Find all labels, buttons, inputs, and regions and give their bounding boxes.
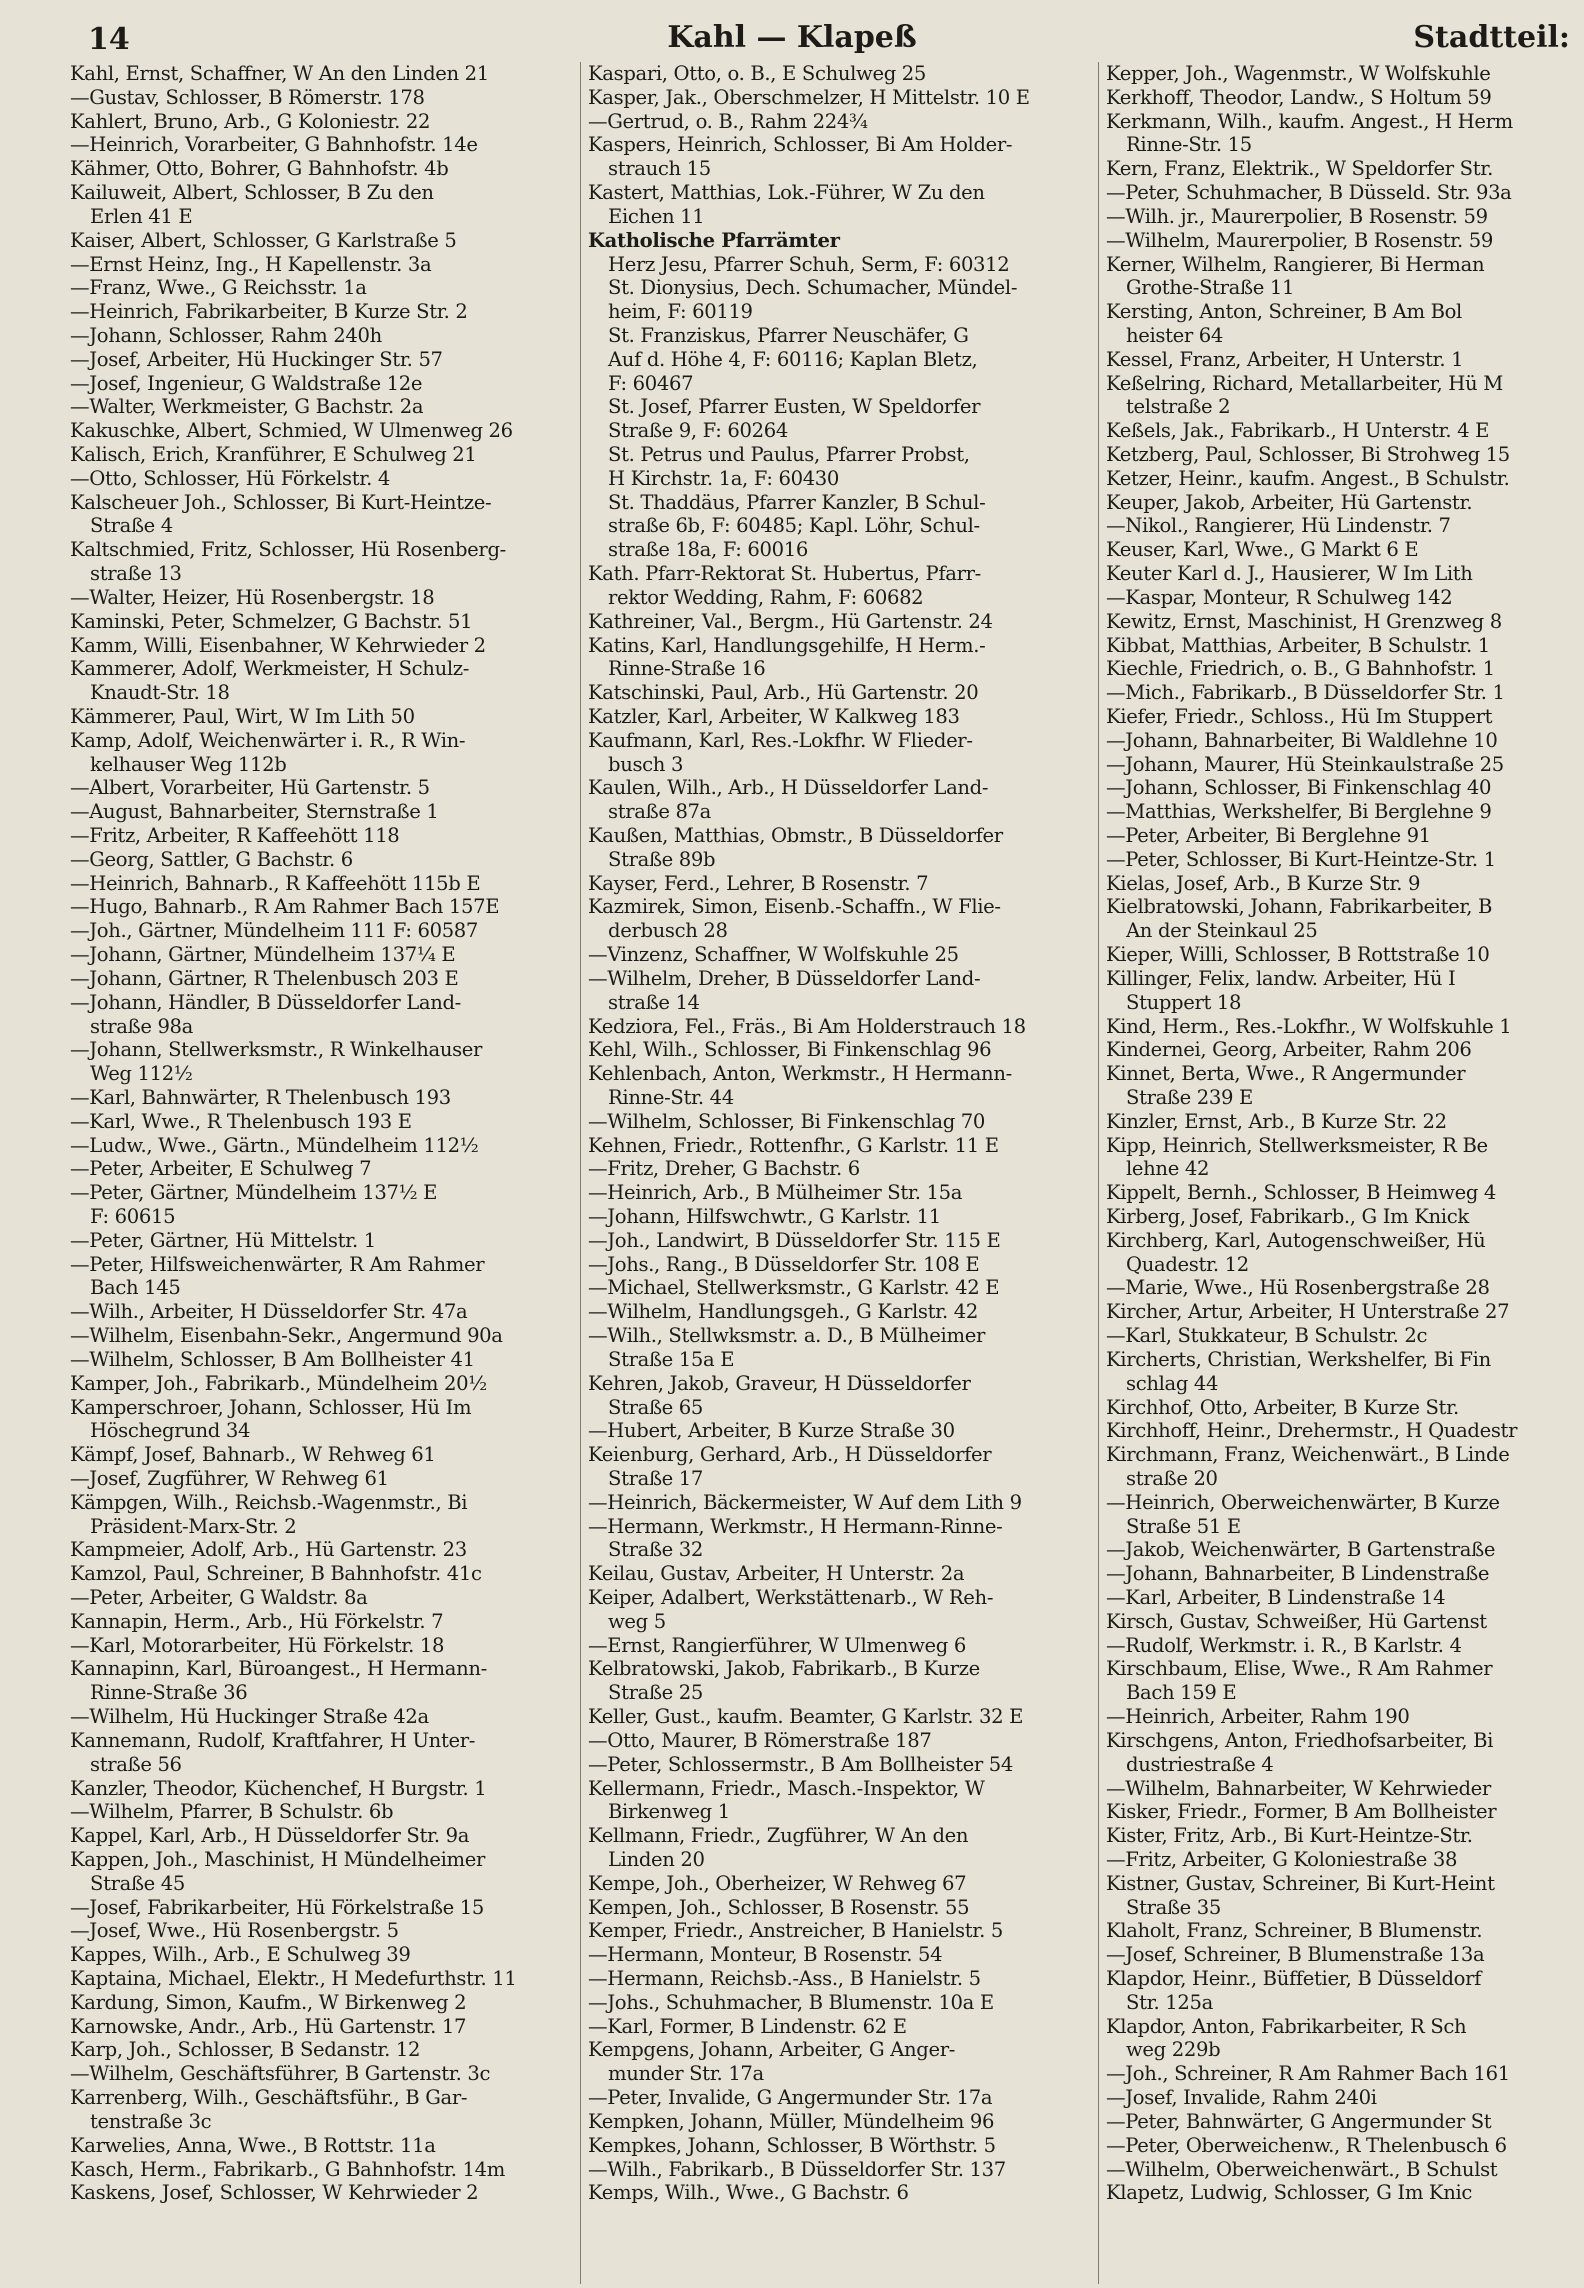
directory-entry: —Johann, Gärtner, Mündelheim 137¼ E: [70, 943, 456, 967]
directory-entry: —Wilhelm, Hü Huckinger Straße 42a: [70, 1705, 429, 1729]
directory-entry: Katschinski, Paul, Arb., Hü Gartenstr. 20: [588, 681, 979, 705]
directory-entry: —August, Bahnarbeiter, Sternstraße 1: [70, 800, 439, 824]
directory-entry-continuation: busch 3: [608, 752, 684, 776]
directory-entry: Kath. Pfarr-Rektorat St. Hubertus, Pfarr-: [588, 562, 981, 586]
directory-entry: Kind, Herm., Res.-Lokfhr., W Wolfskuhle 1: [1106, 1014, 1512, 1038]
directory-entry: Keiper, Adalbert, Werkstättenarb., W Reh-: [588, 1586, 994, 1609]
directory-entry: Kippelt, Bernh., Schlosser, B Heimweg 4: [1106, 1181, 1497, 1205]
directory-entry: Kirsch, Gustav, Schweißer, Hü Gartenst: [1106, 1609, 1487, 1633]
directory-entry-continuation: Bach 159 E: [1126, 1681, 1237, 1705]
directory-entry: Kessel, Franz, Arbeiter, H Unterstr. 1: [1106, 347, 1464, 371]
directory-entry-continuation: strauch 15: [608, 157, 711, 181]
directory-entry-continuation: Straße 4: [90, 514, 173, 538]
directory-entry: Keßels, Jak., Fabrikarb., H Unterstr. 4 E: [1106, 419, 1490, 443]
directory-entry: Keienburg, Gerhard, Arb., H Düsseldorfer: [588, 1443, 992, 1467]
directory-entry: Kiefer, Friedr., Schloss., Hü Im Stuppert: [1106, 704, 1493, 728]
directory-entry: —Josef, Fabrikarbeiter, Hü Förkelstraße 15: [70, 1895, 484, 1919]
directory-entry: Kern, Franz, Elektrik., W Speldorfer Str.: [1106, 157, 1494, 181]
directory-entry: Kiechle, Friedrich, o. B., G Bahnhofstr. 1: [1106, 657, 1495, 681]
directory-entry-continuation: derbusch 28: [608, 919, 728, 943]
directory-entry: Kirchberg, Karl, Autogenschweißer, Hü: [1106, 1228, 1486, 1252]
directory-entry: —Wilhelm, Handlungsgeh., G Karlstr. 42: [588, 1300, 978, 1324]
directory-entry: Kakuschke, Albert, Schmied, W Ulmenweg 26: [70, 419, 513, 443]
directory-entry: —Franz, Wwe., G Reichsstr. 1a: [70, 276, 367, 300]
directory-entry: Kardung, Simon, Kaufm., W Birkenweg 2: [70, 1990, 467, 2014]
directory-entry: —Peter, Arbeiter, G Waldstr. 8a: [70, 1586, 368, 1609]
directory-entry-continuation: Birkenweg 1: [608, 1800, 730, 1824]
directory-entry-continuation: Erlen 41 E: [90, 204, 193, 228]
directory-entry: —Josef, Schreiner, B Blumenstraße 13a: [1106, 1943, 1485, 1967]
directory-entry: Kathreiner, Val., Bergm., Hü Gartenstr. 24: [588, 609, 993, 633]
directory-entry: Kewitz, Ernst, Maschinist, H Grenzweg 8: [1106, 609, 1502, 633]
directory-entry: —Wilh., Stellwksmstr. a. D., B Mülheimer: [588, 1324, 985, 1348]
directory-entry: —Johann, Schlosser, Bi Finkenschlag 40: [1106, 776, 1492, 800]
directory-entry: —Johs., Rang., B Düsseldorfer Str. 108 E: [588, 1252, 980, 1276]
directory-entry: —Peter, Gärtner, Mündelheim 137½ E: [70, 1181, 438, 1205]
directory-entry: Klapdor, Anton, Fabrikarbeiter, R Sch: [1106, 2014, 1467, 2038]
directory-entry: —Wilhelm, Pfarrer, B Schulstr. 6b: [70, 1800, 394, 1824]
directory-entry-continuation: An der Steinkaul 25: [1126, 919, 1318, 943]
directory-entry: Kehl, Wilh., Schlosser, Bi Finkenschlag 96: [588, 1038, 992, 1062]
directory-entry: Keuper, Jakob, Arbeiter, Hü Gartenstr.: [1106, 490, 1473, 514]
directory-entry-continuation: straße 13: [90, 562, 182, 586]
directory-entry: Kappes, Wilh., Arb., E Schulweg 39: [70, 1943, 411, 1967]
directory-entry: —Gustav, Schlosser, B Römerstr. 178: [70, 85, 425, 109]
directory-entry: Kamzol, Paul, Schreiner, B Bahnhofstr. 41c: [70, 1562, 482, 1586]
directory-entry: —Karl, Bahnwärter, R Thelenbusch 193: [70, 1085, 451, 1109]
directory-entry: Kepper, Joh., Wagenmstr., W Wolfskuhle: [1106, 62, 1491, 85]
directory-entry: Kämmerer, Paul, Wirt, W Im Lith 50: [70, 704, 415, 728]
directory-entry-continuation: Quadestr. 12: [1126, 1252, 1249, 1276]
directory-entry: Kinzler, Ernst, Arb., B Kurze Str. 22: [1106, 1109, 1447, 1133]
directory-entry: Killinger, Felix, landw. Arbeiter, Hü I: [1106, 966, 1456, 990]
directory-entry: Kerner, Wilhelm, Rangierer, Bi Herman: [1106, 252, 1485, 276]
directory-entry: —Wilhelm, Oberweichenwärt., B Schulst: [1106, 2157, 1498, 2181]
directory-entry: —Ludw., Wwe., Gärtn., Mündelheim 112½: [70, 1133, 479, 1157]
directory-entry-continuation: Präsident-Marx-Str. 2: [90, 1514, 297, 1538]
directory-entry: —Wilh., Arbeiter, H Düsseldorfer Str. 47a: [70, 1300, 468, 1324]
directory-entry: Ketzer, Heinr., kaufm. Angest., B Schulstr.: [1106, 466, 1510, 490]
directory-entry: Klapdor, Heinr., Büffetier, B Düsseldorf: [1106, 1967, 1482, 1990]
directory-entry: Kammerer, Adolf, Werkmeister, H Schulz-: [70, 657, 469, 681]
directory-entry: Kelbratowski, Jakob, Fabrikarb., B Kurze: [588, 1657, 980, 1681]
directory-entry-continuation: telstraße 2: [1126, 395, 1231, 419]
directory-entry-continuation: Herz Jesu, Pfarrer Schuh, Serm, F: 60312: [608, 252, 1010, 276]
directory-entry-continuation: Eichen 11: [608, 204, 705, 228]
directory-entry: —Peter, Invalide, G Angermunder Str. 17a: [588, 2086, 993, 2110]
directory-entry: Kinnet, Berta, Wwe., R Angermunder: [1106, 1062, 1466, 1086]
directory-entry: Kister, Fritz, Arb., Bi Kurt-Heintze-Str.: [1106, 1824, 1473, 1848]
directory-entry: —Otto, Schlosser, Hü Förkelstr. 4: [70, 466, 390, 490]
directory-entry-continuation: Straße 25: [608, 1681, 704, 1705]
directory-entry: Kaptaina, Michael, Elektr., H Medefurthstr. 11: [70, 1967, 517, 1990]
directory-entry-continuation: dustriestraße 4: [1126, 1752, 1274, 1776]
directory-entry-continuation: F: 60467: [608, 371, 694, 395]
directory-entry-continuation: Str. 125a: [1126, 1990, 1213, 2014]
directory-entry: —Johann, Bahnarbeiter, B Lindenstraße: [1106, 1562, 1490, 1586]
directory-entry: Kastert, Matthias, Lok.-Führer, W Zu den: [588, 181, 985, 205]
directory-entry: Kipp, Heinrich, Stellwerksmeister, R Be: [1106, 1133, 1488, 1157]
directory-entry: —Josef, Zugführer, W Rehweg 61: [70, 1466, 389, 1490]
column-divider: [1098, 62, 1099, 2284]
directory-entry: Klaholt, Franz, Schreiner, B Blumenstr.: [1106, 1919, 1483, 1943]
directory-entry: Kalisch, Erich, Kranführer, E Schulweg 21: [70, 443, 477, 466]
directory-entry-continuation: St. Josef, Pfarrer Eusten, W Speldorfer: [608, 395, 981, 419]
directory-entry-continuation: schlag 44: [1126, 1371, 1219, 1395]
directory-entry: Kalscheuer Joh., Schlosser, Bi Kurt-Heintze-: [70, 490, 492, 514]
directory-entry: Kibbat, Matthias, Arbeiter, B Schulstr. 1: [1106, 633, 1490, 657]
directory-entry: Kaußen, Matthias, Obmstr., B Düsseldorfer: [588, 824, 1003, 847]
directory-entry: —Heinrich, Oberweichenwärter, B Kurze: [1106, 1490, 1500, 1514]
directory-entry: —Georg, Sattler, G Bachstr. 6: [70, 847, 353, 871]
directory-entry: Kazmirek, Simon, Eisenb.-Schaffn., W Flie-: [588, 895, 1001, 919]
directory-entry: Kirberg, Josef, Fabrikarb., G Im Knick: [1106, 1205, 1469, 1228]
directory-entry: Kailuweit, Albert, Schlosser, B Zu den: [70, 181, 434, 205]
directory-entry: Kayser, Ferd., Lehrer, B Rosenstr. 7: [588, 871, 929, 895]
directory-entry-continuation: heim, F: 60119: [608, 300, 753, 324]
directory-entry-continuation: tenstraße 3c: [90, 2109, 212, 2133]
directory-entry: Keuser, Karl, Wwe., G Markt 6 E: [1106, 538, 1419, 562]
directory-entry: —Heinrich, Bahnarb., R Kaffeehött 115b E: [70, 871, 481, 895]
directory-entry: Kirchhoff, Heinr., Drehermstr., H Quadestr: [1106, 1419, 1518, 1443]
directory-entry: Kaltschmied, Fritz, Schlosser, Hü Rosenberg-: [70, 538, 506, 562]
directory-entry: Kahl, Ernst, Schaffner, W An den Linden 21: [70, 62, 489, 85]
directory-entry: Katins, Karl, Handlungsgehilfe, H Herm.-: [588, 633, 986, 657]
directory-entry: —Peter, Bahnwärter, G Angermunder St: [1106, 2109, 1492, 2133]
column-3: [1106, 62, 1584, 2284]
directory-entry: Kempe, Joh., Oberheizer, W Rehweg 67: [588, 1871, 967, 1895]
directory-entry: —Otto, Maurer, B Römerstraße 187: [588, 1728, 932, 1752]
directory-entry-continuation: Rinne-Straße 16: [608, 657, 766, 681]
directory-entry: Kielas, Josef, Arb., B Kurze Str. 9: [1106, 871, 1421, 895]
directory-entry: —Johann, Bahnarbeiter, Bi Waldlehne 10: [1106, 728, 1498, 752]
directory-entry: —Vinzenz, Schaffner, W Wolfskuhle 25: [588, 943, 959, 967]
directory-entry: Kemper, Friedr., Anstreicher, B Hanielstr. 5: [588, 1919, 1003, 1943]
directory-entry-continuation: Straße 15a E: [608, 1347, 735, 1371]
directory-entry: —Wilhelm, Dreher, B Düsseldorfer Land-: [588, 966, 981, 990]
directory-entry: —Heinrich, Vorarbeiter, G Bahnhofstr. 14e: [70, 133, 478, 157]
column-divider: [580, 62, 581, 2284]
directory-entry-continuation: straße 87a: [608, 800, 712, 824]
directory-entry-continuation: lehne 42: [1126, 1157, 1210, 1181]
column-2: [588, 62, 1088, 2284]
directory-entry: Kamm, Willi, Eisenbahner, W Kehrwieder 2: [70, 633, 486, 657]
directory-entry-continuation: Straße 65: [608, 1395, 704, 1419]
directory-entry-continuation: Stuppert 18: [1126, 990, 1242, 1014]
directory-columns: [70, 62, 1584, 2284]
directory-entry: Kersting, Anton, Schreiner, B Am Bol: [1106, 300, 1462, 324]
directory-entry: —Josef, Ingenieur, G Waldstraße 12e: [70, 371, 423, 395]
directory-entry: Kieper, Willi, Schlosser, B Rottstraße 10: [1106, 943, 1490, 967]
directory-entry: —Karl, Wwe., R Thelenbusch 193 E: [70, 1109, 412, 1133]
directory-entry: —Wilh. jr., Maurerpolier, B Rosenstr. 59: [1106, 204, 1488, 228]
directory-entry: Kasper, Jak., Oberschmelzer, H Mittelstr. 10 E: [588, 85, 1030, 109]
directory-entry: —Wilhelm, Eisenbahn-Sekr., Angermund 90a: [70, 1324, 503, 1348]
directory-entry: —Michael, Stellwerksmstr., G Karlstr. 42 E: [588, 1276, 1000, 1300]
directory-entry: —Hugo, Bahnarb., R Am Rahmer Bach 157E: [70, 895, 500, 919]
directory-entry: —Ernst, Rangierführer, W Ulmenweg 6: [588, 1633, 966, 1657]
directory-entry-continuation: St. Thaddäus, Pfarrer Kanzler, B Schul-: [608, 490, 986, 514]
directory-entry-continuation: straße 18a, F: 60016: [608, 538, 809, 562]
directory-entry-continuation: Bach 145: [90, 1276, 181, 1300]
directory-entry: —Heinrich, Bäckermeister, W Auf dem Lith 9: [588, 1490, 1022, 1514]
directory-entry: Karrenberg, Wilh., Geschäftsführ., B Gar-: [70, 2086, 468, 2110]
directory-entry: Kamperschroer, Johann, Schlosser, Hü Im: [70, 1395, 472, 1419]
directory-entry: Kemps, Wilh., Wwe., G Bachstr. 6: [588, 2181, 909, 2205]
directory-entry: Kircherts, Christian, Werkshelfer, Bi Fin: [1106, 1347, 1491, 1371]
directory-entry: —Wilhelm, Bahnarbeiter, W Kehrwieder: [1106, 1776, 1491, 1800]
directory-entry: Kaspers, Heinrich, Schlosser, Bi Am Holder-: [588, 133, 1013, 157]
directory-entry: —Peter, Arbeiter, Bi Berglehne 91: [1106, 824, 1431, 847]
directory-entry: —Joh., Landwirt, B Düsseldorfer Str. 115 E: [588, 1228, 1001, 1252]
directory-entry: —Walter, Werkmeister, G Bachstr. 2a: [70, 395, 424, 419]
directory-entry: —Wilhelm, Schlosser, Bi Finkenschlag 70: [588, 1109, 986, 1133]
directory-entry: Kappel, Karl, Arb., H Düsseldorfer Str. 9a: [70, 1824, 470, 1848]
directory-entry-continuation: kelhauser Weg 112b: [90, 752, 287, 776]
directory-entry: Kannapinn, Karl, Büroangest., H Hermann-: [70, 1657, 487, 1681]
directory-entry: —Johann, Stellwerksmstr., R Winkelhauser: [70, 1038, 483, 1062]
directory-entry: Kampmeier, Adolf, Arb., Hü Gartenstr. 23: [70, 1538, 467, 1562]
directory-entry: Kirchmann, Franz, Weichenwärt., B Linde: [1106, 1443, 1510, 1467]
directory-entry-continuation: weg 229b: [1126, 2038, 1221, 2062]
directory-entry: —Fritz, Arbeiter, G Koloniestraße 38: [1106, 1847, 1458, 1871]
directory-entry: Kempkes, Johann, Schlosser, B Wörthstr. 5: [588, 2133, 996, 2157]
directory-entry: Kerkhoff, Theodor, Landw., S Holtum 59: [1106, 85, 1492, 109]
directory-entry: Kellermann, Friedr., Masch.-Inspektor, W: [588, 1776, 985, 1800]
directory-entry: —Nikol., Rangierer, Hü Lindenstr. 7: [1106, 514, 1451, 538]
directory-entry: Kaspari, Otto, o. B., E Schulweg 25: [588, 62, 926, 85]
directory-entry-continuation: Rinne-Straße 36: [90, 1681, 248, 1705]
directory-entry: —Johann, Händler, B Düsseldorfer Land-: [70, 990, 461, 1014]
directory-entry: —Karl, Former, B Lindenstr. 62 E: [588, 2014, 907, 2038]
directory-entry: —Peter, Schuhmacher, B Düsseld. Str. 93a: [1106, 181, 1512, 205]
directory-entry: —Karl, Motorarbeiter, Hü Förkelstr. 18: [70, 1633, 445, 1657]
directory-entry: Kirschgens, Anton, Friedhofsarbeiter, Bi: [1106, 1728, 1494, 1752]
directory-entry-continuation: rektor Wedding, Rahm, F: 60682: [608, 585, 924, 609]
directory-entry: —Joh., Schreiner, R Am Rahmer Bach 161: [1106, 2062, 1510, 2086]
directory-entry: —Fritz, Dreher, G Bachstr. 6: [588, 1157, 860, 1181]
directory-entry: —Walter, Heizer, Hü Rosenbergstr. 18: [70, 585, 435, 609]
directory-entry-continuation: heister 64: [1126, 323, 1224, 347]
directory-entry: —Jakob, Weichenwärter, B Gartenstraße: [1106, 1538, 1496, 1562]
directory-entry: —Rudolf, Werkmstr. i. R., B Karlstr. 4: [1106, 1633, 1462, 1657]
directory-entry-continuation: Straße 239 E: [1126, 1085, 1253, 1109]
directory-entry: Kircher, Artur, Arbeiter, H Unterstraße 27: [1106, 1300, 1510, 1324]
directory-entry: Kempgens, Johann, Arbeiter, G Anger-: [588, 2038, 955, 2062]
directory-entry: Kasch, Herm., Fabrikarb., G Bahnhofstr. 14m: [70, 2157, 505, 2181]
directory-entry: —Matthias, Werkshelfer, Bi Berglehne 9: [1106, 800, 1492, 824]
directory-entry: Kannemann, Rudolf, Kraftfahrer, H Unter-: [70, 1728, 475, 1752]
directory-entry: Kannapin, Herm., Arb., Hü Förkelstr. 7: [70, 1609, 444, 1633]
directory-entry: —Hubert, Arbeiter, B Kurze Straße 30: [588, 1419, 955, 1443]
page-header: [0, 18, 1584, 62]
section-heading: Katholische Pfarrämter: [588, 228, 840, 252]
directory-entry: —Ernst Heinz, Ing., H Kapellenstr. 3a: [70, 252, 432, 276]
directory-entry-continuation: straße 20: [1126, 1466, 1218, 1490]
directory-entry-continuation: Linden 20: [608, 1847, 705, 1871]
directory-entry: —Fritz, Arbeiter, R Kaffeehött 118: [70, 824, 400, 847]
running-head: Kahl — Klapeß: [667, 20, 917, 55]
directory-entry: Kielbratowski, Johann, Fabrikarbeiter, B: [1106, 895, 1493, 919]
directory-entry: —Heinrich, Arbeiter, Rahm 190: [1106, 1705, 1410, 1729]
directory-entry: Kaminski, Peter, Schmelzer, G Bachstr. 51: [70, 609, 473, 633]
directory-entry-continuation: Weg 112½: [90, 1062, 193, 1086]
directory-entry-continuation: Rinne-Str. 44: [608, 1085, 734, 1109]
directory-entry: —Heinrich, Arb., B Mülheimer Str. 15a: [588, 1181, 963, 1205]
directory-entry-continuation: Rinne-Str. 15: [1126, 133, 1252, 157]
directory-entry: Kaufmann, Karl, Res.-Lokfhr. W Flieder-: [588, 728, 973, 752]
directory-entry: Kämpgen, Wilh., Reichsb.-Wagenmstr., Bi: [70, 1490, 468, 1514]
directory-entry: —Gertrud, o. B., Rahm 224¾: [588, 109, 868, 133]
directory-entry: —Marie, Wwe., Hü Rosenbergstraße 28: [1106, 1276, 1490, 1300]
directory-entry: Kaskens, Josef, Schlosser, W Kehrwieder 2: [70, 2181, 479, 2205]
directory-entry: Kisker, Friedr., Former, B Am Bollheister: [1106, 1800, 1497, 1824]
directory-entry: Klapetz, Ludwig, Schlosser, G Im Knic: [1106, 2181, 1473, 2205]
directory-entry: Kähmer, Otto, Bohrer, G Bahnhofstr. 4b: [70, 157, 449, 181]
directory-entry: —Peter, Gärtner, Hü Mittelstr. 1: [70, 1228, 376, 1252]
directory-entry: Keßelring, Richard, Metallarbeiter, Hü M: [1106, 371, 1503, 395]
directory-entry: —Mich., Fabrikarb., B Düsseldorfer Str. 1: [1106, 681, 1505, 705]
directory-entry-continuation: Straße 32: [608, 1538, 704, 1562]
directory-entry: Kehren, Jakob, Graveur, H Düsseldorfer: [588, 1371, 971, 1395]
directory-entry-continuation: St. Dionysius, Dech. Schumacher, Mündel-: [608, 276, 1018, 300]
directory-entry: Kirchhof, Otto, Arbeiter, B Kurze Str.: [1106, 1395, 1459, 1419]
directory-entry: —Josef, Wwe., Hü Rosenbergstr. 5: [70, 1919, 399, 1943]
directory-entry: Kappen, Joh., Maschinist, H Mündelheimer: [70, 1847, 486, 1871]
section-label: Stadtteil:: [1413, 20, 1570, 55]
directory-entry: —Kaspar, Monteur, R Schulweg 142: [1106, 585, 1453, 609]
directory-entry: Keller, Gust., kaufm. Beamter, G Karlstr. 32 E: [588, 1705, 1024, 1729]
directory-entry-continuation: Höschegrund 34: [90, 1419, 251, 1443]
directory-entry: Kehlenbach, Anton, Werkmstr., H Hermann-: [588, 1062, 1012, 1086]
directory-entry-continuation: St. Petrus und Paulus, Pfarrer Probst,: [608, 443, 970, 466]
directory-entry: Karnowske, Andr., Arb., Hü Gartenstr. 17: [70, 2014, 467, 2038]
directory-entry: Kanzler, Theodor, Küchenchef, H Burgstr. 1: [70, 1776, 487, 1800]
directory-entry: —Peter, Oberweichenw., R Thelenbusch 6: [1106, 2133, 1507, 2157]
directory-entry: —Wilhelm, Maurerpolier, B Rosenstr. 59: [1106, 228, 1493, 252]
directory-entry: Kamper, Joh., Fabrikarb., Mündelheim 20½: [70, 1371, 487, 1395]
directory-entry: —Peter, Schlossermstr., B Am Bollheister 54: [588, 1752, 1013, 1776]
directory-entry: Kellmann, Friedr., Zugführer, W An den: [588, 1824, 969, 1848]
directory-entry: Kehnen, Friedr., Rottenfhr., G Karlstr. 11 E: [588, 1133, 999, 1157]
directory-entry: —Peter, Arbeiter, E Schulweg 7: [70, 1157, 372, 1181]
page-number: 14: [88, 22, 130, 57]
directory-entry: Kindernei, Georg, Arbeiter, Rahm 206: [1106, 1038, 1472, 1062]
directory-entry: Keilau, Gustav, Arbeiter, H Unterstr. 2a: [588, 1562, 965, 1586]
directory-entry-continuation: St. Franziskus, Pfarrer Neuschäfer, G: [608, 323, 969, 347]
directory-entry: —Hermann, Werkmstr., H Hermann-Rinne-: [588, 1514, 1003, 1538]
directory-entry: —Joh., Gärtner, Mündelheim 111 F: 60587: [70, 919, 479, 943]
directory-entry: —Johann, Hilfswchwtr., G Karlstr. 11: [588, 1205, 941, 1228]
directory-entry: Kahlert, Bruno, Arb., G Koloniestr. 22: [70, 109, 431, 133]
directory-entry: —Karl, Arbeiter, B Lindenstraße 14: [1106, 1586, 1446, 1609]
directory-entry-continuation: weg 5: [608, 1609, 666, 1633]
directory-entry: Kaiser, Albert, Schlosser, G Karlstraße 5: [70, 228, 457, 252]
directory-entry: —Johann, Maurer, Hü Steinkaulstraße 25: [1106, 752, 1504, 776]
directory-entry-continuation: munder Str. 17a: [608, 2062, 764, 2086]
directory-entry: Ketzberg, Paul, Schlosser, Bi Strohweg 15: [1106, 443, 1510, 466]
directory-entry: Keuter Karl d. J., Hausierer, W Im Lith: [1106, 562, 1473, 586]
directory-entry: Kempken, Johann, Müller, Mündelheim 96: [588, 2109, 995, 2133]
directory-entry: —Josef, Invalide, Rahm 240i: [1106, 2086, 1377, 2110]
directory-entry-continuation: Grothe-Straße 11: [1126, 276, 1295, 300]
directory-entry: —Karl, Stukkateur, B Schulstr. 2c: [1106, 1324, 1428, 1348]
directory-entry-continuation: straße 14: [608, 990, 700, 1014]
directory-entry: Karp, Joh., Schlosser, B Sedanstr. 12: [70, 2038, 421, 2062]
directory-entry: Kaulen, Wilh., Arb., H Düsseldorfer Land-: [588, 776, 989, 800]
directory-entry: Kamp, Adolf, Weichenwärter i. R., R Win-: [70, 728, 466, 752]
directory-entry: Kämpf, Josef, Bahnarb., W Rehweg 61: [70, 1443, 436, 1467]
directory-entry: —Peter, Schlosser, Bi Kurt-Heintze-Str. 1: [1106, 847, 1496, 871]
directory-entry: —Johann, Gärtner, R Thelenbusch 203 E: [70, 966, 459, 990]
directory-entry: —Wilh., Fabrikarb., B Düsseldorfer Str. 137: [588, 2157, 1006, 2181]
directory-entry: —Wilhelm, Geschäftsführer, B Gartenstr. 3c: [70, 2062, 491, 2086]
directory-entry-continuation: H Kirchstr. 1a, F: 60430: [608, 466, 840, 490]
directory-entry: —Wilhelm, Schlosser, B Am Bollheister 41: [70, 1347, 475, 1371]
directory-entry-continuation: straße 56: [90, 1752, 182, 1776]
directory-entry: —Hermann, Monteur, B Rosenstr. 54: [588, 1943, 943, 1967]
directory-entry: Kempen, Joh., Schlosser, B Rosenstr. 55: [588, 1895, 970, 1919]
directory-entry: —Johs., Schuhmacher, B Blumenstr. 10a E: [588, 1990, 994, 2014]
directory-entry: Karwelies, Anna, Wwe., B Rottstr. 11a: [70, 2133, 436, 2157]
directory-entry-continuation: Straße 51 E: [1126, 1514, 1241, 1538]
directory-entry-continuation: Straße 89b: [608, 847, 716, 871]
directory-entry-continuation: Straße 17: [608, 1466, 704, 1490]
directory-entry: Katzler, Karl, Arbeiter, W Kalkweg 183: [588, 704, 960, 728]
directory-entry-continuation: Knaudt-Str. 18: [90, 681, 230, 705]
directory-entry: Kirschbaum, Elise, Wwe., R Am Rahmer: [1106, 1657, 1493, 1681]
directory-entry: Kerkmann, Wilh., kaufm. Angest., H Herm: [1106, 109, 1513, 133]
directory-entry: —Albert, Vorarbeiter, Hü Gartenstr. 5: [70, 776, 430, 800]
column-1: [70, 62, 570, 2284]
directory-entry: —Johann, Schlosser, Rahm 240h: [70, 323, 382, 347]
directory-entry-continuation: Straße 45: [90, 1871, 186, 1895]
directory-entry: —Heinrich, Fabrikarbeiter, B Kurze Str. 2: [70, 300, 468, 324]
directory-entry: Kistner, Gustav, Schreiner, Bi Kurt-Heint: [1106, 1871, 1495, 1895]
directory-entry: Kedziora, Fel., Fräs., Bi Am Holderstrauch 18: [588, 1014, 1026, 1038]
directory-entry: —Hermann, Reichsb.-Ass., B Hanielstr. 5: [588, 1967, 981, 1990]
directory-entry-continuation: F: 60615: [90, 1205, 176, 1228]
directory-entry-continuation: straße 6b, F: 60485; Kapl. Löhr, Schul-: [608, 514, 980, 538]
directory-entry-continuation: Straße 9, F: 60264: [608, 419, 788, 443]
directory-entry-continuation: Auf d. Höhe 4, F: 60116; Kaplan Bletz,: [608, 347, 978, 371]
directory-entry-continuation: Straße 35: [1126, 1895, 1222, 1919]
directory-entry: —Josef, Arbeiter, Hü Huckinger Str. 57: [70, 347, 443, 371]
directory-entry: —Peter, Hilfsweichenwärter, R Am Rahmer: [70, 1252, 485, 1276]
directory-entry-continuation: straße 98a: [90, 1014, 194, 1038]
